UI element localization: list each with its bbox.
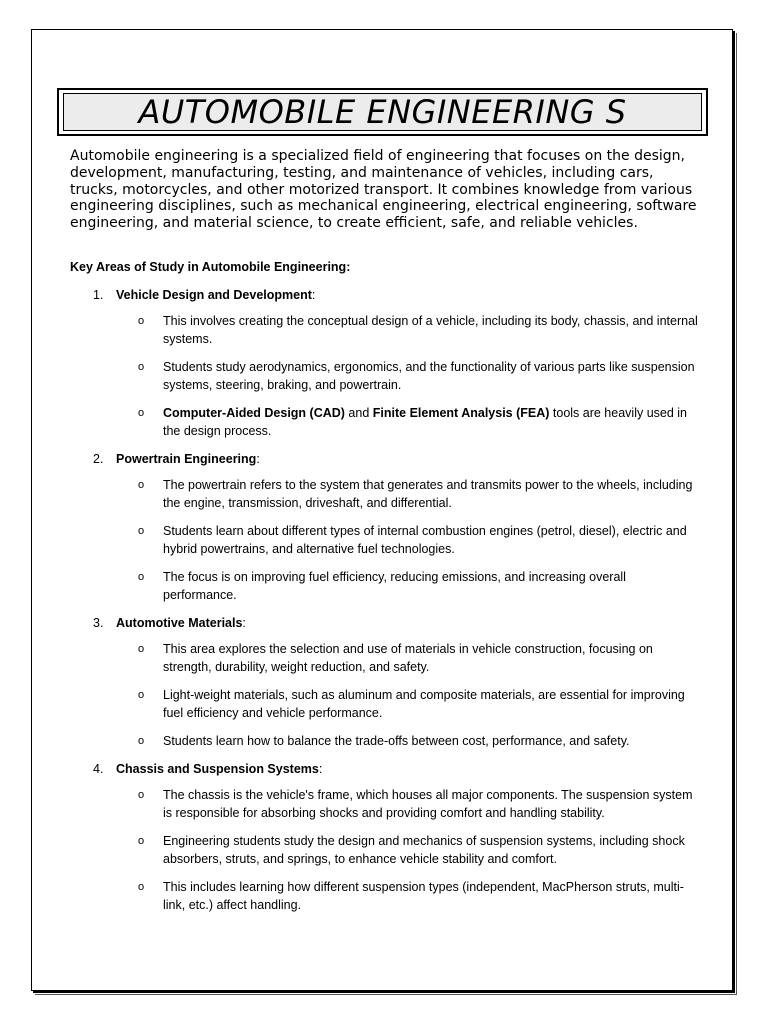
bullet-text: Light-weight materials, such as aluminum and composite materials, are essential for improving fuel efficiency and vehicle performance. (163, 688, 685, 720)
bullet-item (138, 476, 700, 512)
bullet-list (70, 312, 700, 440)
bold-term: Computer-Aided Design (CAD) (163, 406, 345, 420)
bullet-text: Students learn about different types of internal combustion engines (petrol, diesel), electric and hybrid powertrains, and alternative fuel technologies. (163, 524, 687, 556)
section-item (70, 760, 700, 914)
section-number: 2. (93, 452, 104, 466)
bullet-list (70, 476, 700, 604)
section-title-colon: : (311, 288, 316, 302)
bullet-marker: o (138, 735, 145, 747)
section-title: Vehicle Design and Development (116, 288, 312, 302)
bullet-item (138, 522, 700, 558)
section-title-colon: : (242, 616, 246, 630)
title-inner-frame (63, 93, 702, 131)
bullet-item (138, 568, 700, 604)
section-title-colon: : (256, 452, 260, 466)
bullet-marker: o (138, 789, 145, 801)
bullet-marker: o (138, 643, 145, 655)
bullet-text: This involves creating the conceptual design of a vehicle, including its body, chassis, and internal systems. (163, 314, 698, 346)
bullet-item (138, 732, 700, 750)
bullet-item (138, 404, 700, 440)
bullet-marker: o (138, 479, 145, 491)
bullet-text: This includes learning how different suspension types (independent, MacPherson struts, multi-link, etc.) affect handling. (163, 880, 684, 912)
bullet-item (138, 312, 700, 348)
section-list (70, 286, 700, 914)
section-heading (93, 286, 700, 304)
bullet-item (138, 686, 700, 722)
section-title: Automotive Materials (116, 616, 243, 630)
bullet-text-fragment: and (344, 406, 373, 420)
title-box (57, 88, 708, 136)
bullet-text: Engineering students study the design and mechanics of suspension systems, including shock absorbers, struts, and springs, to enhance vehicle stability and comfort. (163, 834, 685, 866)
section-item (70, 614, 700, 750)
bullet-text: The powertrain refers to the system that generates and transmits power to the wheels, including the engine, transmission, driveshaft, and differential. (163, 478, 693, 510)
bullet-text: The chassis is the vehicle's frame, which houses all major components. The suspension system is responsible for absorbing shocks and providing comfort and handling stability. (163, 788, 693, 820)
bullet-text: Students learn how to balance the trade-offs between cost, performance, and safety. (163, 734, 630, 748)
bullet-item (138, 640, 700, 676)
page-title: AUTOMOBILE ENGINEERING S (138, 93, 627, 131)
bullet-item (138, 878, 700, 914)
bullet-marker: o (138, 407, 145, 419)
bullet-marker: o (138, 881, 145, 893)
section-title: Powertrain Engineering (116, 452, 257, 466)
bullet-text: This area explores the selection and use of materials in vehicle construction, focusing on strength, durability, weight reduction, and safety. (163, 642, 653, 674)
section-heading (93, 760, 700, 778)
bullet-marker: o (138, 361, 145, 373)
bullet-list (70, 640, 700, 750)
section-title-colon: : (318, 762, 323, 776)
section-number: 3. (93, 616, 104, 630)
section-item (70, 286, 700, 440)
bullet-item (138, 832, 700, 868)
section-item (70, 450, 700, 604)
bullet-marker: o (138, 315, 145, 327)
bullet-marker: o (138, 835, 145, 847)
bold-term: Finite Element Analysis (FEA) (372, 406, 550, 420)
intro-paragraph: Automobile engineering is a specialized field of engineering that focuses on the design, development, manufacturing, testing, and maintenance of vehicles, including cars, trucks, motorcycles, and other motorized transport. It combines knowledge from various engineering disciplines, such as mechanical engineering, electrical engineering, software engineering, and material science, to create efficient, safe, and reliable vehicles. (70, 148, 697, 232)
section-heading (93, 450, 700, 468)
bullet-text: The focus is on improving fuel efficiency, reducing emissions, and increasing overall performance. (163, 570, 626, 602)
bullet-marker: o (138, 689, 145, 701)
key-areas-heading: Key Areas of Study in Automobile Engineering: (70, 260, 351, 274)
bullet-text: Students study aerodynamics, ergonomics, and the functionality of various parts like suspension systems, steering, braking, and powertrain. (163, 360, 695, 392)
section-title: Chassis and Suspension Systems (116, 762, 319, 776)
document-body (70, 258, 700, 924)
bullet-text-fragment: tools are heavily used in the design process. (163, 406, 688, 438)
bullet-marker: o (138, 571, 145, 583)
bullet-list (70, 786, 700, 914)
section-number: 1. (93, 288, 104, 302)
bullet-item (138, 786, 700, 822)
bullet-text (163, 404, 700, 440)
section-number: 4. (93, 762, 104, 776)
bullet-item (138, 358, 700, 394)
section-heading (93, 614, 700, 632)
bullet-marker: o (138, 525, 145, 537)
